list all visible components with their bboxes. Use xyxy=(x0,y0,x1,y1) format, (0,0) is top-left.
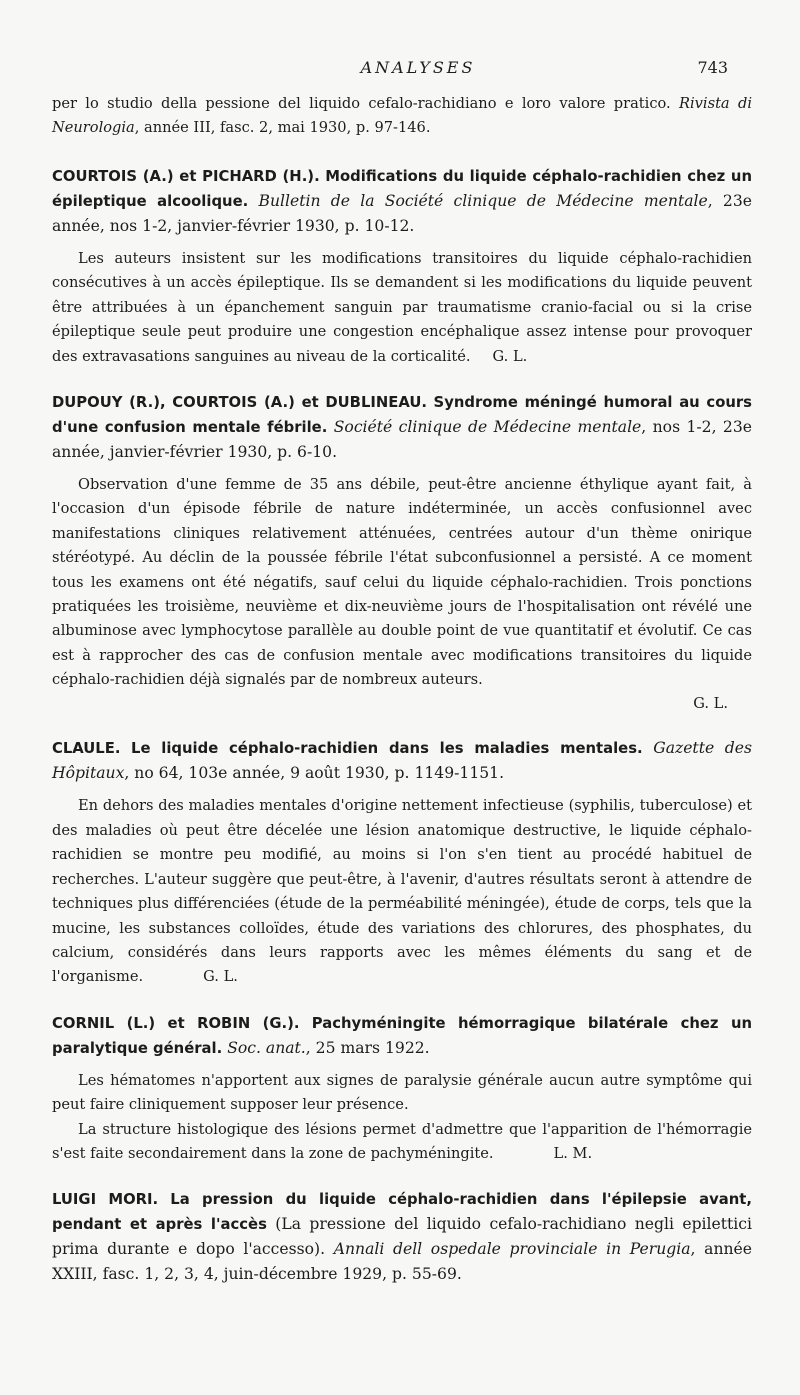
entry-signature: G. L. xyxy=(693,694,728,712)
entry-signature: G. L. xyxy=(203,968,238,986)
entry-summary-text: La structure histologique des lésions permet d'admettre que l'apparition de l'hémorragie s'est faite secondairement dans la zone de pachyméningite. xyxy=(52,1120,752,1162)
entry-source: Société clinique de Médecine mentale xyxy=(333,418,642,437)
entry-details: , année XXIII, fasc. 1, 2, 3, 4, juin-décembre 1929, p. 55-69. xyxy=(52,1240,752,1284)
entry-original-title: (La pressione del liquido cefalo-rachidiano negli epilettici prima durante e dopo l'accesso). xyxy=(52,1215,752,1259)
page-number: 743 xyxy=(697,58,728,77)
entry-authors: COURTOIS (A.) et PICHARD (H.). xyxy=(52,168,320,185)
entry-authors: CLAULE. xyxy=(52,740,121,758)
entry-reference xyxy=(52,1187,752,1287)
entry-source: Soc. anat. xyxy=(227,1038,306,1057)
entry-reference xyxy=(52,164,752,239)
entry-reference xyxy=(52,1011,752,1061)
entry-summary xyxy=(52,247,752,369)
entry-authors: DUPOUY (R.), COURTOIS (A.) et DUBLINEAU. xyxy=(52,394,428,412)
analysis-entry xyxy=(52,1011,752,1167)
analysis-entry xyxy=(52,736,752,989)
entry-details: , 25 mars 1922. xyxy=(305,1038,430,1057)
entry-title: Syndrome méningé humoral au cours d'une confusion mentale fébrile. xyxy=(52,394,752,437)
entry-signature: G. L. xyxy=(492,347,528,365)
entry-summary xyxy=(52,794,752,989)
continuation-reference xyxy=(52,92,752,140)
entry-signature: L. M. xyxy=(553,1144,593,1162)
running-title: ANALYSES xyxy=(360,58,476,77)
entry-details: , no 64, 103e année, 9 août 1930, p. 1149-1151. xyxy=(124,764,505,783)
page-content xyxy=(52,92,752,1287)
page-header xyxy=(108,58,728,82)
entry-title: La pression du liquide céphalo-rachidien dans l'épilepsie avant, pendant et après l'accès xyxy=(52,1191,752,1234)
entry-reference xyxy=(52,736,752,786)
entry-summary: Les hématomes n'apportent aux signes de paralysie générale aucun autre symptôme qui peut faire cliniquement supposer leur présence. xyxy=(52,1071,752,1114)
entry-title: Pachyméningite hémorragique bilatérale chez un paralytique général. xyxy=(52,1014,753,1057)
entry-summary: Observation d'une femme de 35 ans débile, peut-être ancienne éthylique ayant fait, à l'occasion d'un épisode fébrile de nature indéterminée, un accès confusionnel avec manifestations cliniques relativement atténuées, centrées autour d'un thème onirique stéréotypé. Au déclin de la poussée fébrile l'état subconfusionnel a persisté. A ce moment tous les examens ont été négatifs, sauf celui du liquide céphalo-rachidien. Trois ponctions pratiquées les troisième, neuvième et dix-neuvième jours de l'hospitalisation ont révélé une albuminose avec lymphocytose parallèle au double point de vue quantitatif et évolutif. Ce cas est à rapprocher des cas de confusion mentale avec modifications transitoires du liquide céphalo-rachidien déjà signalés par de nombreux auteurs. xyxy=(52,476,752,689)
entry-reference xyxy=(52,390,752,465)
analysis-entry xyxy=(52,1187,752,1287)
entry-source: Annali dell ospedale provinciale in Perugia xyxy=(333,1240,691,1259)
entry-source: Gazette des Hôpitaux xyxy=(52,739,752,783)
entry-summary xyxy=(52,1118,752,1167)
entry-title: Le liquide céphalo-rachidien dans les maladies mentales. xyxy=(131,740,643,758)
entry-authors: CORNIL (L.) et ROBIN (G.). xyxy=(52,1014,300,1032)
entry-authors: LUIGI MORI. xyxy=(52,1191,159,1209)
entry-details: , nos 1-2, 23e année, janvier-février 1930, p. 6-10. xyxy=(52,418,752,462)
analysis-entry xyxy=(52,390,752,715)
continuation-details: , année III, fasc. 2, mai 1930, p. 97-146. xyxy=(134,119,431,136)
entry-source: Bulletin de la Société clinique de Médecine mentale xyxy=(258,192,708,210)
entry-summary-text: Les auteurs insistent sur les modifications transitoires du liquide céphalo-rachidien consécutives à un accès épileptique. Ils se demandent si les modifications du liquide peuvent être attribuées à un épanchement sanguin par traumatisme cranio-facial ou si la crise épileptique seule peut produire une congestion encéphalique assez intense pour provoquer des extravasations sanguines au niveau de la corticalité. xyxy=(52,250,752,365)
entry-summary-text: En dehors des maladies mentales d'origine nettement infectieuse (syphilis, tuberculose) et des maladies où peut être décelée une lésion anatomique destructive, le liquide céphalo-rachidien se montre peu modifié, au moins si l'on s'en tient au procédé habituel de recherches. L'auteur suggère que peut-être, à l'avenir, d'autres résultats seront à attendre de techniques plus différenciées (étude de la perméabilité méningée), étude de corps, tels que la mucine, les substances colloïdes, étude des variations des chlorures, des phosphates, du calcium, considérés dans leurs rapports avec les mêmes éléments du sang et de l'organisme. xyxy=(52,797,752,986)
entry-title: Modifications du liquide céphalo-rachidien chez un épileptique alcoolique. xyxy=(52,168,752,210)
analysis-entry xyxy=(52,164,752,369)
continuation-journal: Rivista di Neurologia xyxy=(52,95,752,136)
continuation-text: per lo studio della pessione del liquido cefalo-rachidiano e loro valore pratico. xyxy=(52,95,680,112)
entry-details: , 23e année, nos 1-2, janvier-février 1930, p. 10-12. xyxy=(52,192,752,235)
